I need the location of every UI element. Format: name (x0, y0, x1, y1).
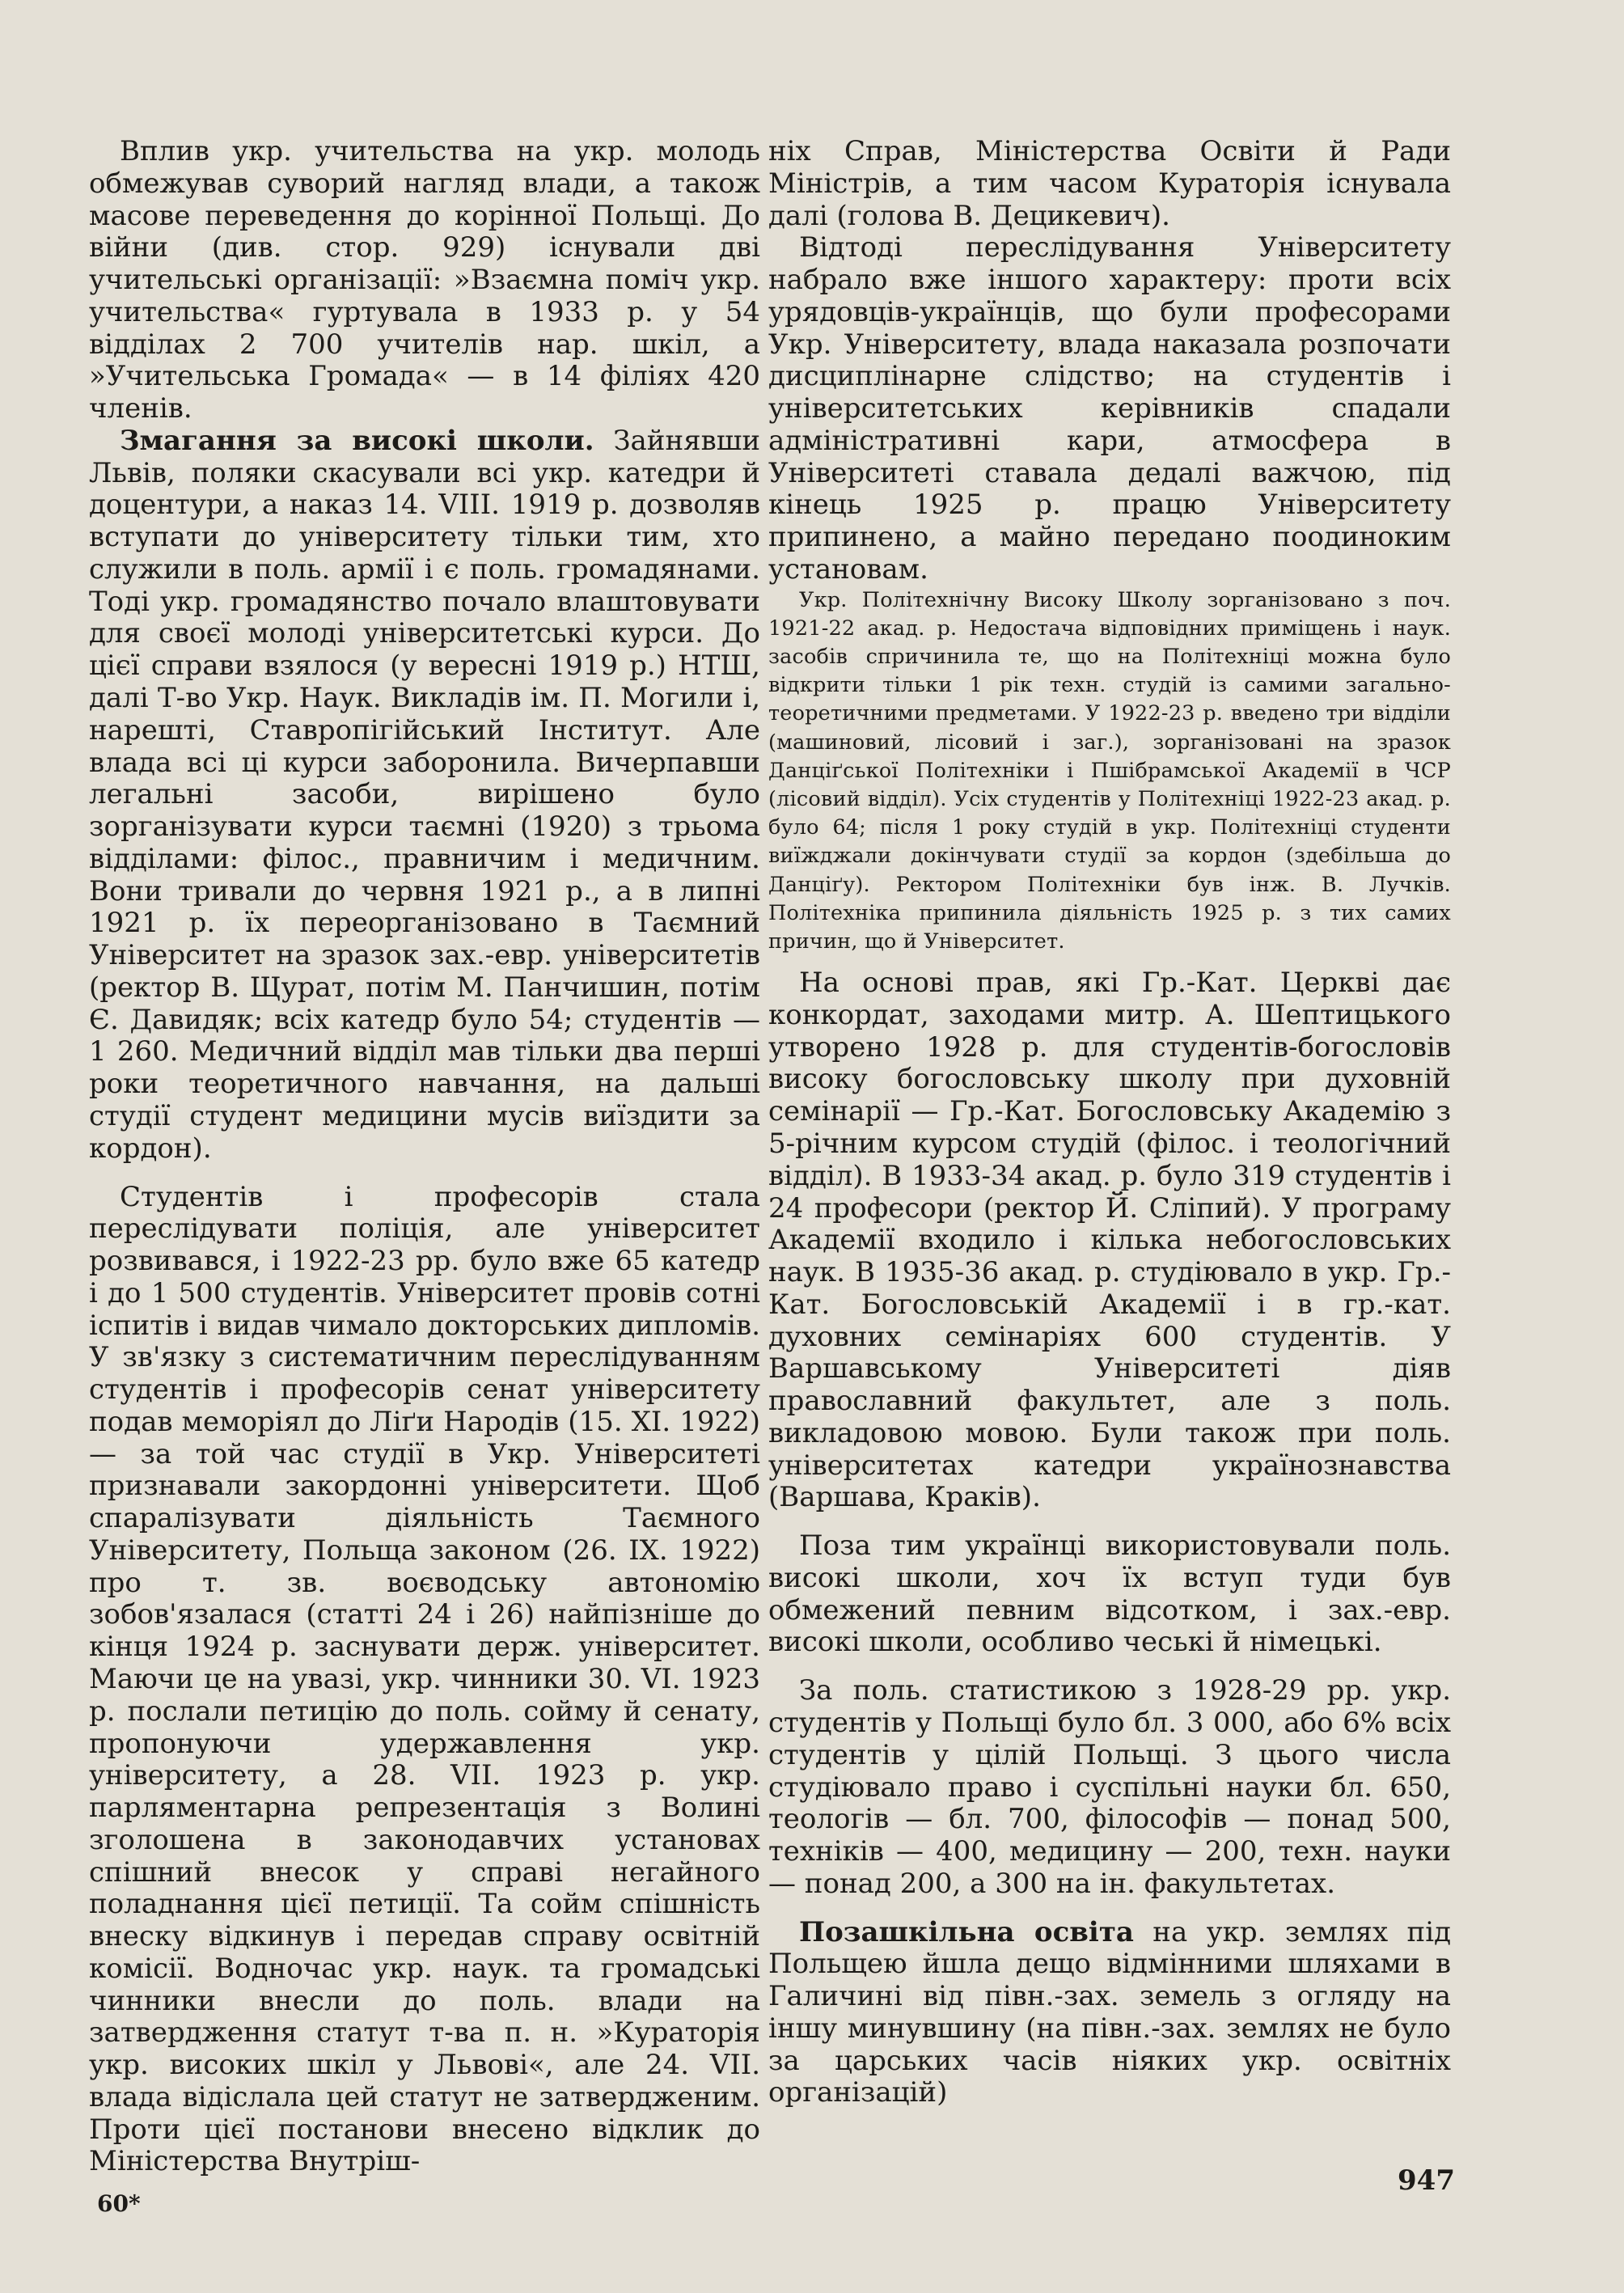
paragraph-theological-academy: На основі прав, які Гр.-Кат. Церкві дає конкордат, заходами митр. А. Шептицького утворено 1928 р. для студентів-богословів високу богословську школу при духовній семінарії — Гр.-Кат. Богословську Академію з 5-річним курсом студій (філос. і теологічний відділ). В 1933-34 акад. р. було 319 студентів і 24 професори (ректор Й. Сліпий). У програму Академії входило і кілька небогословських наук. В 1935-36 акад. р. студіювало в укр. Гр.-Кат. Богословській Академії і в гр.-кат. духовних семінаріях 600 студентів. У Варшавському Університеті діяв православний факультет, але з поль. викладовою мовою. Були також при поль. університетах катедри українознавства (Варшава, Краків). (768, 967, 1451, 1514)
paragraph-statistics: За поль. статистикою з 1928-29 рр. укр. студентів у Польщі було бл. 3 000, або 6% всіх студентів у цілій Польщі. З цього числа студіювало право і суспільні науки бл. 650, теологів — бл. 700, філософів — понад 500, техніків — 400, медицину — 200, техн. науки — понад 200, а 300 на ін. факультетах. (768, 1674, 1451, 1900)
paragraph-extracurricular-text: на укр. землях під Польщею йшла дещо відмінними шляхами в Галичині від півн.-зах. земель з огляду на іншу минувшину (на півн.-зах. землях не було за царських часів ніяких укр. освітніх організацій) (768, 1915, 1452, 2109)
page-number: 947 (1398, 2164, 1455, 2197)
paragraph-extracurricular (768, 1917, 1451, 2110)
paragraph-teachers: Вплив укр. учительства на укр. молодь обмежував суворий нагляд влади, а також масове переведення до корінної Польщі. До війни (див. стор. 929) існували дві учительські організації: »Взаємна поміч укр. учительства« гуртувала в 1933 р. у 54 відділах 2 700 учителів нар. шкіл, а »Учительська Громада« — в 14 філіях 420 членів. (89, 135, 760, 425)
paragraph-polytechnic-smallprint: Укр. Політехнічну Високу Школу зорганізовано з поч. 1921-22 акад. р. Недостача відповідних приміщень і наук. засобів спричинила те, що на Політехніці можна було відкрити тільки 1 рік техн. студій із самими загально-теоретичними предметами. У 1922-23 р. введено три відділи (машиновий, лісовий і заг.), зорганізовані на зразок Данціґської Політехніки і Пшібрамської Академії в ЧСР (лісовий відділ). Усіх студентів у Політехніці 1922-23 акад. р. було 64; після 1 року студій в укр. Політехніці студенти виїжджали докінчувати студії за кордон (здебільша до Данціґу). Ректором Політехніки був інж. В. Лучків. Політехніка припинила діяльність 1925 р. з тих самих причин, що й Університет. (768, 587, 1451, 954)
paragraph-continuation: ніх Справ, Міністерства Освіти й Ради Міністрів, а тим часом Кураторія існувала далі (голова В. Децикевич). (768, 135, 1451, 232)
paragraph-foreign-schools: Поза тим українці використовували поль. високі школи, хоч їх вступ туди був обмежений певним відсотком, і зах.-евр. високі школи, особливо чеські й німецькі. (768, 1529, 1451, 1659)
left-text-column (89, 136, 760, 2178)
section-heading-higher-schools: Змагання за високі школи. (120, 424, 594, 457)
signature-mark: 60* (97, 2190, 141, 2217)
paragraph-higher-schools-text: Зайнявши Львів, поляки скасували всі укр. катедри й доцентури, а наказ 14. VIII. 1919 р. дозволяв вступати до університету тільки тим, хто служили в поль. армії і є поль. громадянами. Тоді укр. громадянство почало влаштовувати для своєї молоді університетські курси. До цієї справи взялося (у вересні 1919 р.) НТШ, далі Т-во Укр. Наук. Викладів ім. П. Могили і, нарешті, Ставропігійський Інститут. Але влада всі ці курси заборонила. Вичерпавши легальні засоби, вирішено було зорганізувати курси таємні (1920) з трьома відділами: філос., правничим і медичним. Вони тривали до червня 1921 р., а в липні 1921 р. їх переорганізовано в Таємний Університет на зразок зах.-евр. університетів (ректор В. Щурат, потім М. Панчишин, потім Є. Давидяк; всіх катедр було 54; студентів — 1 260. Медичний відділ мав тільки два перші роки теоретичного навчання, на дальші студії студент медицини мусів виїздити за кордон). (89, 424, 760, 1165)
section-heading-extracurricular: Позашкільна освіта (799, 1915, 1134, 1948)
right-text-column (768, 136, 1451, 2109)
paragraph-persecution: Студентів і професорів стала переслідувати поліція, але університет розвивався, і 1922-23 рр. було вже 65 катедр і до 1 500 студентів. Університет провів сотні іспитів і видав чимало докторських дипломів. У зв'язку з систематичним переслідуванням студентів і професорів сенат університету подав меморіял до Ліґи Народів (15. XI. 1922) — за той час студії в Укр. Університеті признавали закордонні університети. Щоб спаралізувати діяльність Таємного Університету, Польща законом (26. IX. 1922) про т. зв. воєводську автономію зобов'язалася (статті 24 і 26) найпізніше до кінця 1924 р. заснувати держ. університет. Маючи це на увазі, укр. чинники 30. VI. 1923 р. послали петицію до поль. сойму й сенату, пропонуючи удержавлення укр. університету, а 28. VII. 1923 р. укр. парляментарна репрезентація з Волині зголошена в законодавчих установах спішний внесок у справі негайного поладнання цієї петиції. Та сойм спішність внеску відкинув і передав справу освітній комісії. Водночас укр. наук. та громадські чинники внесли до поль. влади на затвердження статут т-ва п. н. »Кураторія укр. високих шкіл у Львові«, але 24. VII. влада відіслала цей статут не затвердженим. Проти цієї постанови внесено відклик до Міністерства Внутріш- (89, 1180, 760, 2178)
paragraph-higher-schools (89, 425, 760, 1166)
paragraph-university-closure: Відтоді переслідування Університету набрало вже іншого характеру: проти всіх урядовців-українців, що були професорами Укр. Університету, влада наказала розпочати дисциплінарне слідство; на студентів і університетських керівників спадали адміністративні кари, атмосфера в Університеті ставала дедалі важчою, під кінець 1925 р. працю Університету припинено, а майно передано поодиноким установам. (768, 231, 1451, 586)
